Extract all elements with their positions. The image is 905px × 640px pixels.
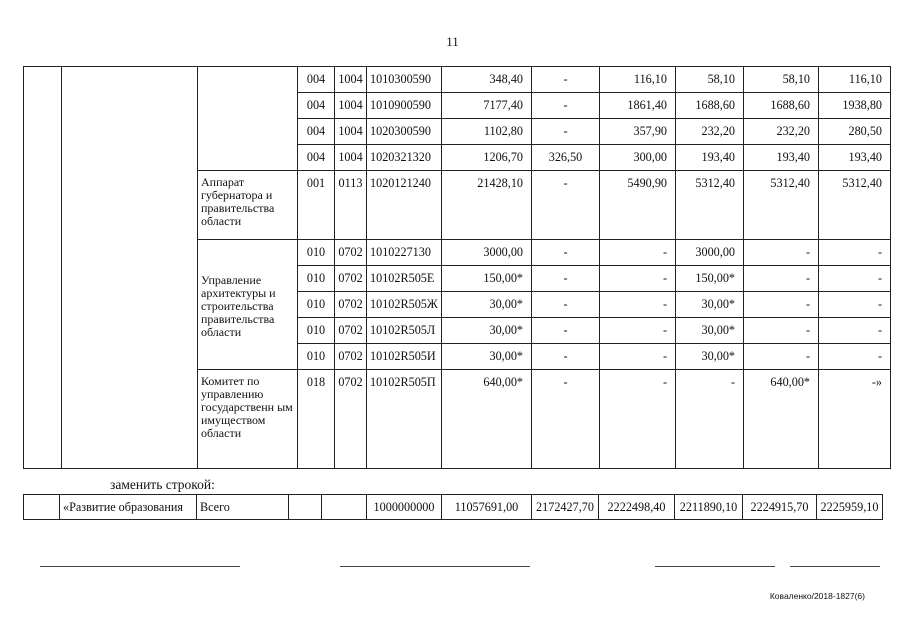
c5-cell: -»	[819, 370, 891, 469]
org-cell: Всего	[197, 495, 289, 520]
page-number: 11	[446, 34, 459, 49]
c5-cell: 193,40	[819, 145, 891, 171]
c2-cell: 1861,40	[600, 93, 676, 119]
rz-cell: 1004	[335, 93, 367, 119]
grbs-cell: 018	[298, 370, 335, 469]
cell-empty	[24, 67, 62, 469]
c4-cell: 640,00*	[744, 370, 819, 469]
csr-cell: 10102R505П	[367, 370, 442, 469]
c1-cell: -	[532, 93, 600, 119]
program-name-cell	[62, 67, 198, 469]
total-cell: 348,40	[442, 67, 532, 93]
csr-cell: 1020121240	[367, 171, 442, 240]
year-cell-5: 2225959,10	[817, 495, 883, 520]
csr-cell: 10102R505Ж	[367, 292, 442, 318]
c3-cell: 30,00*	[676, 318, 744, 344]
c3-cell: 1688,60	[676, 93, 744, 119]
grbs-cell: 001	[298, 171, 335, 240]
year-cell-2: 2222498,40	[599, 495, 675, 520]
grbs-cell	[289, 495, 322, 520]
c5-cell: -	[819, 292, 891, 318]
rz-cell: 0702	[335, 344, 367, 370]
c4-cell: 58,10	[744, 67, 819, 93]
rz-cell: 0702	[335, 370, 367, 469]
total-cell: 1206,70	[442, 145, 532, 171]
csr-cell: 10102R505И	[367, 344, 442, 370]
total-cell: 21428,10	[442, 171, 532, 240]
c5-cell: -	[819, 318, 891, 344]
grbs-cell: 010	[298, 318, 335, 344]
c3-cell: 150,00*	[676, 266, 744, 292]
total-cell: 30,00*	[442, 344, 532, 370]
c1-cell: -	[532, 67, 600, 93]
year-cell-1: 2172427,70	[532, 495, 599, 520]
c1-cell: -	[532, 171, 600, 240]
c3-cell: -	[676, 370, 744, 469]
c3-cell: 58,10	[676, 67, 744, 93]
org-name-cell: Комитет по управлению государственн ым имуществом области	[198, 370, 298, 469]
grbs-cell: 010	[298, 266, 335, 292]
c4-cell: 193,40	[744, 145, 819, 171]
org-name-cell: Управление архитектуры и строительства правительства области	[198, 240, 298, 370]
total-cell: 7177,40	[442, 93, 532, 119]
c4-cell: 5312,40	[744, 171, 819, 240]
grbs-cell: 010	[298, 292, 335, 318]
total-cell: 3000,00	[442, 240, 532, 266]
csr-cell: 1010900590	[367, 93, 442, 119]
total-cell: 11057691,00	[442, 495, 532, 520]
signature-line	[340, 566, 530, 567]
signature-line	[655, 566, 775, 567]
grbs-cell: 010	[298, 240, 335, 266]
c1-cell: -	[532, 119, 600, 145]
c2-cell: -	[600, 318, 676, 344]
c2-cell: -	[600, 370, 676, 469]
org-name-cell: Аппарат губернатора и правительства области	[198, 171, 298, 240]
rz-cell: 0113	[335, 171, 367, 240]
c1-cell: 326,50	[532, 145, 600, 171]
c2-cell: 116,10	[600, 67, 676, 93]
c1-cell: -	[532, 292, 600, 318]
csr-cell: 1010300590	[367, 67, 442, 93]
total-cell: 640,00*	[442, 370, 532, 469]
rz-cell: 1004	[335, 145, 367, 171]
rz-cell: 0702	[335, 292, 367, 318]
c5-cell: -	[819, 344, 891, 370]
c3-cell: 193,40	[676, 145, 744, 171]
grbs-cell: 004	[298, 67, 335, 93]
c1-cell: -	[532, 240, 600, 266]
footer-code: Коваленко/2018-1827(6)	[769, 591, 865, 601]
c2-cell: -	[600, 344, 676, 370]
replacement-row	[24, 495, 883, 520]
c4-cell: -	[744, 266, 819, 292]
csr-cell: 10102R505E	[367, 266, 442, 292]
c5-cell: -	[819, 240, 891, 266]
c3-cell: 3000,00	[676, 240, 744, 266]
c3-cell: 5312,40	[676, 171, 744, 240]
c1-cell: -	[532, 266, 600, 292]
csr-cell: 1010227130	[367, 240, 442, 266]
grbs-cell: 010	[298, 344, 335, 370]
c4-cell: 232,20	[744, 119, 819, 145]
total-cell: 30,00*	[442, 318, 532, 344]
csr-cell: 1020321320	[367, 145, 442, 171]
c2-cell: -	[600, 292, 676, 318]
rz-cell: 0702	[335, 318, 367, 344]
budget-table	[23, 66, 891, 469]
c1-cell: -	[532, 370, 600, 469]
signature-line	[40, 566, 240, 567]
c4-cell: -	[744, 240, 819, 266]
c2-cell: 300,00	[600, 145, 676, 171]
c4-cell: -	[744, 292, 819, 318]
c5-cell: 116,10	[819, 67, 891, 93]
replacement-table	[23, 494, 883, 520]
c5-cell: 5312,40	[819, 171, 891, 240]
c3-cell: 232,20	[676, 119, 744, 145]
csr-cell: 1000000000	[367, 495, 442, 520]
rz-cell: 1004	[335, 67, 367, 93]
csr-cell: 10102R505Л	[367, 318, 442, 344]
rz-cell	[322, 495, 367, 520]
total-cell: 1102,80	[442, 119, 532, 145]
org-name-cell	[198, 67, 298, 171]
c2-cell: -	[600, 240, 676, 266]
grbs-cell: 004	[298, 93, 335, 119]
table-row	[24, 67, 891, 93]
c2-cell: 357,90	[600, 119, 676, 145]
signature-line	[790, 566, 880, 567]
c3-cell: 30,00*	[676, 344, 744, 370]
cell-empty	[24, 495, 60, 520]
c1-cell: -	[532, 344, 600, 370]
grbs-cell: 004	[298, 145, 335, 171]
year-cell-3: 2211890,10	[675, 495, 743, 520]
replace-label: заменить строкой:	[110, 477, 215, 492]
c2-cell: 5490,90	[600, 171, 676, 240]
c4-cell: -	[744, 344, 819, 370]
total-cell: 30,00*	[442, 292, 532, 318]
c4-cell: -	[744, 318, 819, 344]
c4-cell: 1688,60	[744, 93, 819, 119]
rz-cell: 0702	[335, 240, 367, 266]
c1-cell: -	[532, 318, 600, 344]
rz-cell: 0702	[335, 266, 367, 292]
grbs-cell: 004	[298, 119, 335, 145]
c3-cell: 30,00*	[676, 292, 744, 318]
c5-cell: 1938,80	[819, 93, 891, 119]
rz-cell: 1004	[335, 119, 367, 145]
total-cell: 150,00*	[442, 266, 532, 292]
c2-cell: -	[600, 266, 676, 292]
program-name-cell: «Развитие образования	[60, 495, 197, 520]
c5-cell: -	[819, 266, 891, 292]
year-cell-4: 2224915,70	[743, 495, 817, 520]
c5-cell: 280,50	[819, 119, 891, 145]
csr-cell: 1020300590	[367, 119, 442, 145]
